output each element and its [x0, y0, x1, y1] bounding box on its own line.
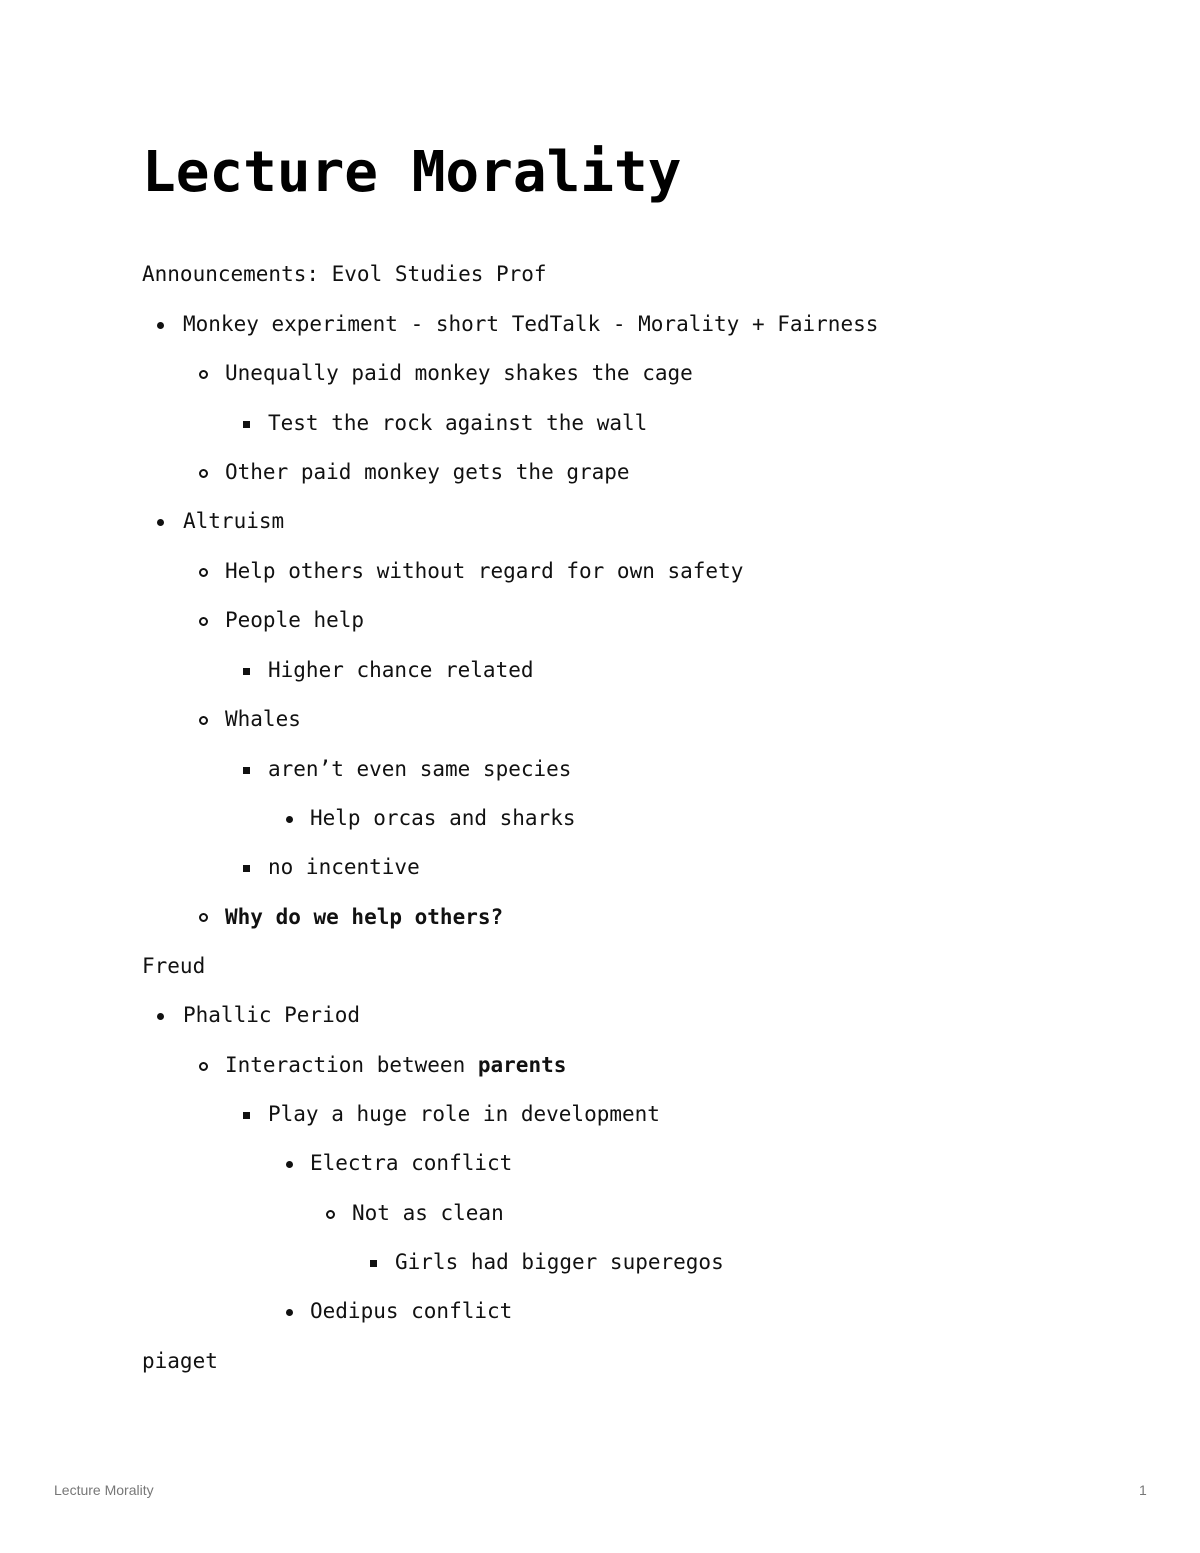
list-item: Test the rock against the wall	[268, 411, 648, 435]
paragraph-freud: Freud	[142, 954, 206, 978]
list-item: Electra conflict	[310, 1151, 513, 1175]
bullet-disc	[157, 322, 164, 329]
bullet-circle	[199, 913, 208, 922]
list-item: Higher chance related	[268, 658, 534, 682]
list-item-question: Why do we help others?	[225, 905, 504, 929]
list-item-text: Interaction between	[225, 1053, 478, 1077]
list-item: Oedipus conflict	[310, 1299, 513, 1323]
bullet-disc	[286, 816, 293, 823]
page-title: Lecture Morality	[142, 140, 682, 205]
list-item: Other paid monkey gets the grape	[225, 460, 630, 484]
bullet-disc	[157, 519, 164, 526]
list-item: no incentive	[268, 855, 420, 879]
bullet-circle	[326, 1210, 335, 1219]
list-item: Help others without regard for own safety	[225, 559, 744, 583]
list-item: Unequally paid monkey shakes the cage	[225, 361, 693, 385]
bullet-circle	[199, 1062, 208, 1071]
list-item: Whales	[225, 707, 301, 731]
bullet-square	[243, 421, 250, 428]
list-item: Girls had bigger superegos	[395, 1250, 724, 1274]
paragraph-piaget: piaget	[142, 1349, 218, 1373]
list-item: aren’t even same species	[268, 757, 572, 781]
bullet-circle	[199, 568, 208, 577]
list-item: Help orcas and sharks	[310, 806, 576, 830]
list-item: Play a huge role in development	[268, 1102, 660, 1126]
paragraph-announcements: Announcements: Evol Studies Prof	[142, 262, 547, 286]
list-item	[225, 1050, 566, 1080]
bullet-circle	[199, 617, 208, 626]
list-item: Not as clean	[352, 1201, 504, 1225]
bullet-disc	[157, 1013, 164, 1020]
bullet-circle	[199, 370, 208, 379]
bullet-circle	[199, 716, 208, 725]
list-item: Altruism	[183, 509, 285, 533]
bullet-disc	[286, 1309, 293, 1316]
footer-page-number: 1	[1139, 1482, 1147, 1498]
list-item: Phallic Period	[183, 1003, 361, 1027]
bullet-square	[243, 767, 250, 774]
bullet-square	[243, 865, 250, 872]
bullet-square	[370, 1260, 377, 1267]
footer-doc-name: Lecture Morality	[54, 1482, 154, 1498]
list-item: People help	[225, 608, 365, 632]
bullet-square	[243, 1112, 250, 1119]
bullet-disc	[286, 1161, 293, 1168]
bullet-circle	[199, 469, 208, 478]
list-item: Monkey experiment - short TedTalk - Morality + Fairness	[183, 312, 879, 336]
bullet-square	[243, 668, 250, 675]
list-item-emphasis: parents	[477, 1053, 567, 1077]
